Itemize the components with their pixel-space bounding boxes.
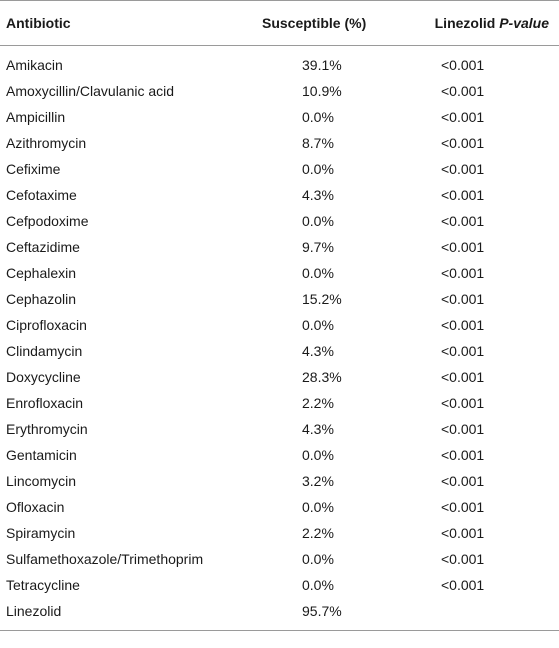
header-pvalue-label: P-value: [499, 15, 549, 31]
header-row: [0, 1, 559, 46]
cell-pvalue: <0.001: [441, 265, 485, 281]
cell-antibiotic: Ciprofloxacin: [6, 317, 87, 333]
cell-susceptible: 39.1%: [302, 57, 342, 73]
table-body: [0, 46, 559, 631]
table-row: [0, 572, 559, 598]
cell-susceptible: 0.0%: [302, 551, 334, 567]
cell-pvalue: <0.001: [441, 395, 485, 411]
cell-antibiotic: Ampicillin: [6, 109, 66, 125]
cell-antibiotic: Amoxycillin/Clavulanic acid: [6, 83, 175, 99]
table-row: [0, 442, 559, 468]
cell-pvalue: <0.001: [441, 83, 485, 99]
cell-susceptible: 2.2%: [302, 395, 334, 411]
cell-antibiotic: Azithromycin: [6, 135, 87, 151]
table-row: [0, 182, 559, 208]
cell-antibiotic: Sulfamethoxazole/Trimethoprim: [6, 551, 204, 567]
cell-pvalue: <0.001: [441, 525, 485, 541]
table-row: [0, 260, 559, 286]
table-row: [0, 286, 559, 312]
cell-pvalue: <0.001: [441, 499, 485, 515]
table-row: [0, 78, 559, 104]
table-row: [0, 208, 559, 234]
cell-antibiotic: Cephazolin: [6, 291, 77, 307]
cell-antibiotic: Enrofloxacin: [6, 395, 84, 411]
cell-susceptible: 4.3%: [302, 421, 334, 437]
cell-pvalue: <0.001: [441, 187, 485, 203]
cell-antibiotic: Gentamicin: [6, 447, 77, 463]
cell-antibiotic: Doxycycline: [6, 369, 81, 385]
cell-susceptible: 8.7%: [302, 135, 334, 151]
cell-antibiotic: Cephalexin: [6, 265, 77, 281]
cell-pvalue: <0.001: [441, 57, 485, 73]
cell-pvalue: <0.001: [441, 551, 485, 567]
cell-susceptible: 0.0%: [302, 577, 334, 593]
cell-pvalue: <0.001: [441, 369, 485, 385]
cell-pvalue: [391, 598, 559, 631]
cell-susceptible: 15.2%: [302, 291, 342, 307]
table-row: [0, 156, 559, 182]
header-susceptible: Susceptible (%): [240, 1, 391, 46]
table-row: [0, 104, 559, 130]
cell-susceptible: 4.3%: [302, 187, 334, 203]
cell-susceptible: 9.7%: [302, 239, 334, 255]
table-row: [0, 546, 559, 572]
header-linezolid-label: Linezolid: [434, 15, 496, 31]
cell-susceptible: 3.2%: [302, 473, 334, 489]
cell-susceptible: 0.0%: [302, 161, 334, 177]
cell-pvalue: <0.001: [441, 473, 485, 489]
cell-pvalue: <0.001: [441, 213, 485, 229]
table-row: [0, 520, 559, 546]
table-row: [0, 598, 559, 631]
table-header: [0, 1, 559, 46]
cell-susceptible: 0.0%: [302, 447, 334, 463]
table-row: [0, 416, 559, 442]
cell-pvalue: <0.001: [441, 317, 485, 333]
table-row: [0, 494, 559, 520]
cell-susceptible: 2.2%: [302, 525, 334, 541]
cell-susceptible: 0.0%: [302, 317, 334, 333]
cell-antibiotic: Cefpodoxime: [6, 213, 89, 229]
cell-pvalue: <0.001: [441, 577, 485, 593]
table-row: [0, 338, 559, 364]
cell-pvalue: <0.001: [441, 161, 485, 177]
cell-susceptible: 0.0%: [302, 499, 334, 515]
table-row: [0, 390, 559, 416]
cell-susceptible: 0.0%: [302, 265, 334, 281]
cell-susceptible: 0.0%: [302, 109, 334, 125]
table-row: [0, 130, 559, 156]
cell-antibiotic: Spiramycin: [6, 525, 76, 541]
cell-susceptible: 10.9%: [302, 83, 342, 99]
cell-antibiotic: Cefotaxime: [6, 187, 77, 203]
cell-antibiotic: Clindamycin: [6, 343, 83, 359]
cell-antibiotic: Erythromycin: [6, 421, 88, 437]
cell-pvalue: <0.001: [441, 109, 485, 125]
cell-antibiotic: Ofloxacin: [6, 499, 65, 515]
table-row: [0, 234, 559, 260]
cell-pvalue: <0.001: [441, 135, 485, 151]
cell-antibiotic: Tetracycline: [6, 577, 80, 593]
table-row: [0, 468, 559, 494]
cell-antibiotic: Cefixime: [6, 161, 61, 177]
table-row: [0, 46, 559, 79]
table-row: [0, 364, 559, 390]
cell-susceptible: 95.7%: [240, 598, 391, 631]
cell-pvalue: <0.001: [441, 343, 485, 359]
header-antibiotic: Antibiotic: [0, 1, 240, 46]
cell-antibiotic: Linezolid: [0, 598, 240, 631]
cell-pvalue: <0.001: [441, 291, 485, 307]
cell-antibiotic: Ceftazidime: [6, 239, 80, 255]
cell-susceptible: 4.3%: [302, 343, 334, 359]
cell-pvalue: <0.001: [441, 447, 485, 463]
cell-pvalue: <0.001: [441, 239, 485, 255]
header-linezolid-pvalue: [391, 1, 559, 46]
table-row: [0, 312, 559, 338]
cell-antibiotic: Lincomycin: [6, 473, 77, 489]
cell-antibiotic: Amikacin: [6, 57, 63, 73]
cell-susceptible: 28.3%: [302, 369, 342, 385]
cell-pvalue: <0.001: [441, 421, 485, 437]
cell-susceptible: 0.0%: [302, 213, 334, 229]
